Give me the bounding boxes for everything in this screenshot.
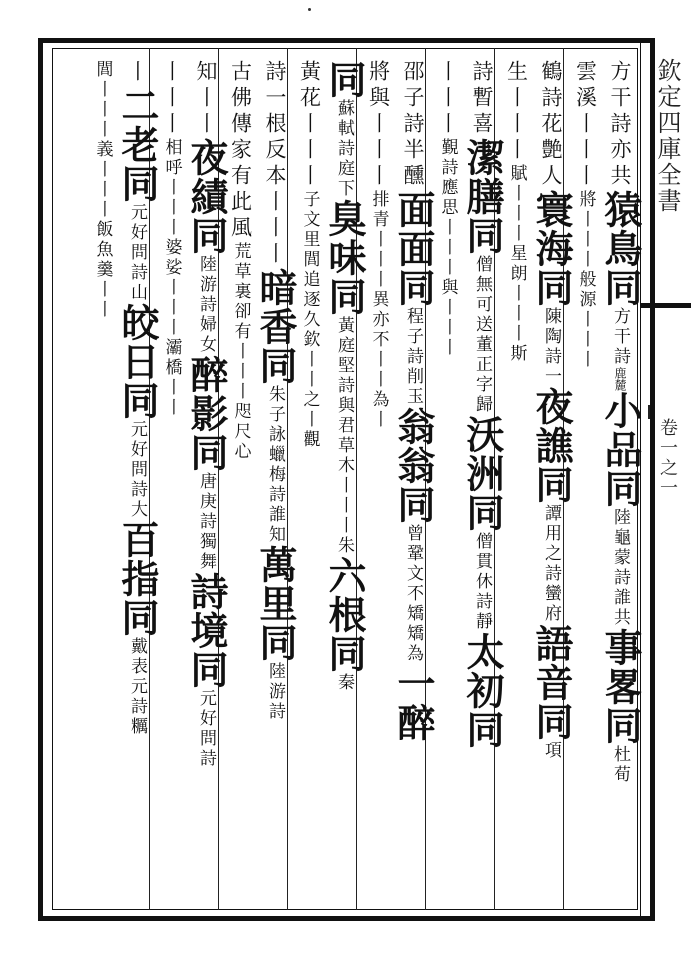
annotation-text: 陸游詩: [265, 662, 285, 722]
text-column: [115, 60, 160, 910]
annotation-text: 鶴詩花艶人: [539, 60, 563, 190]
book-title: 欽定四庫全書: [653, 58, 681, 214]
ink-dot: [308, 8, 311, 11]
headword: 詩境同: [184, 572, 229, 689]
annotation-text: 陳陶詩一: [541, 307, 561, 387]
annotation-text: 唐庚詩獨舞: [196, 472, 216, 572]
headword: 暗香同: [253, 268, 298, 385]
annotation-text: 斯: [506, 344, 527, 364]
annotation-text: 丨丨丨: [159, 60, 184, 138]
annotation-text: 灞橋丨丨: [161, 338, 182, 418]
headword: 面面同: [391, 190, 436, 307]
headword: 六根同: [322, 556, 367, 673]
annotation-text: 知丨丨: [194, 60, 218, 138]
text-column: [529, 60, 574, 910]
annotation-text: 秦: [334, 673, 354, 693]
annotation-text: 方干詩亦共: [608, 60, 632, 190]
headword: 語音同: [529, 624, 574, 741]
annotation-text: 雲溪丨丨丨: [573, 60, 598, 190]
annotation-text: 邵子詩半醺: [401, 60, 425, 190]
text-column: [598, 60, 643, 910]
annotation-text: 杜荀: [610, 745, 630, 785]
annotation-text: 將丨丨丨: [575, 190, 596, 270]
annotation-text: 覲詩應思丨丨丨: [437, 138, 458, 278]
text-column: [391, 60, 436, 910]
annotation-text: 排青丨丨丨: [368, 190, 389, 290]
annotation-text: 般源丨丨丨: [575, 270, 596, 370]
annotation-text: 僧無可送董正字歸: [472, 255, 492, 415]
annotation-text: 與丨丨丨: [437, 278, 458, 358]
headword: 夜譙同: [529, 387, 574, 504]
annotation-text: 飯魚羹丨丨: [92, 220, 113, 320]
headword: 臭味同: [322, 199, 367, 316]
headword: 猿鳥同: [598, 190, 643, 307]
text-column: [359, 60, 399, 910]
headword: 太初同: [460, 632, 505, 749]
annotation-text: 觀: [299, 430, 320, 450]
annotation-text: 蘇軾詩庭下: [334, 99, 354, 199]
headword: 潔膳同: [460, 138, 505, 255]
headword: 夜績同: [184, 138, 229, 255]
text-column: [184, 60, 229, 910]
annotation-text: 義丨丨丨: [92, 140, 113, 220]
annotation-text: 譚用之詩蠻府: [541, 504, 561, 624]
annotation-text: 相呼丨丨丨: [161, 138, 182, 238]
annotation-text: 將與丨丨丨: [366, 60, 391, 190]
margin-divider: [640, 303, 691, 308]
annotation-text: 星朗丨丨丨: [506, 244, 527, 344]
annotation-text: 元好問詩: [196, 689, 216, 769]
text-column: [83, 60, 123, 910]
annotation-text: 戴表元詩糲: [127, 637, 147, 737]
annotation-text: 古佛傳家有此風: [228, 60, 253, 242]
annotation-text: 丨: [125, 60, 149, 86]
annotation-text: 閭丨丨丨: [92, 60, 113, 140]
annotation-text: 子文里閭追逐久欽丨丨之丨: [299, 190, 320, 430]
headword: 同: [322, 60, 367, 99]
annotation-text: 元好問詩山: [127, 203, 147, 303]
headword: 皎日同: [115, 303, 160, 420]
annotation-text: 鹿麓: [613, 367, 627, 391]
annotation-text: 異亦不丨丨為丨: [368, 290, 389, 430]
headword: 醉影同: [184, 355, 229, 472]
headword: 萬里同: [253, 545, 298, 662]
volume-label: 卷一之一: [657, 418, 678, 498]
annotation-text: 朱子詠蠟梅詩誰知: [265, 385, 285, 545]
headword: 事畧同: [598, 628, 643, 745]
annotation-text: 婆娑丨丨丨: [161, 238, 182, 338]
annotation-text: 方干詩: [610, 307, 630, 367]
text-column: [253, 60, 298, 910]
annotation-text: 丨丨丨: [435, 60, 460, 138]
annotation-text: 黃庭堅詩與君草木丨丨丨朱: [334, 316, 354, 556]
annotation-text: 荒草裏卻有丨丨丨: [230, 242, 251, 402]
headword: 百指同: [115, 520, 160, 637]
annotation-text: 項: [541, 741, 561, 761]
annotation-text: 詩一根反本丨丨丨: [263, 60, 287, 268]
annotation-text: 陸游詩婦女: [196, 255, 216, 355]
annotation-text: 黃花丨丨丨: [297, 60, 322, 190]
headword: 一醉: [391, 664, 436, 742]
text-column: [322, 60, 367, 910]
headword: 二老同: [115, 86, 160, 203]
annotation-text: 元好問詩大: [127, 420, 147, 520]
annotation-text: 詩暫喜: [470, 60, 494, 138]
annotation-text: 陸龜蒙詩誰共: [610, 508, 630, 628]
annotation-text: 僧貫休詩靜: [472, 532, 492, 632]
text-column: [460, 60, 505, 910]
headword: 寰海同: [529, 190, 574, 307]
margin-tick: [648, 405, 650, 419]
annotation-text: 咫尺心: [230, 402, 251, 462]
headword: 翁翁同: [391, 407, 436, 524]
annotation-text: 曾鞏文不矯矯為: [403, 524, 423, 664]
text-column: [290, 60, 330, 910]
headword: 小品同: [598, 391, 643, 508]
headword: 沃洲同: [460, 415, 505, 532]
annotation-text: 生丨丨丨: [504, 60, 529, 164]
annotation-text: 程子詩削玉: [403, 307, 423, 407]
annotation-text: 賦丨丨丨: [506, 164, 527, 244]
